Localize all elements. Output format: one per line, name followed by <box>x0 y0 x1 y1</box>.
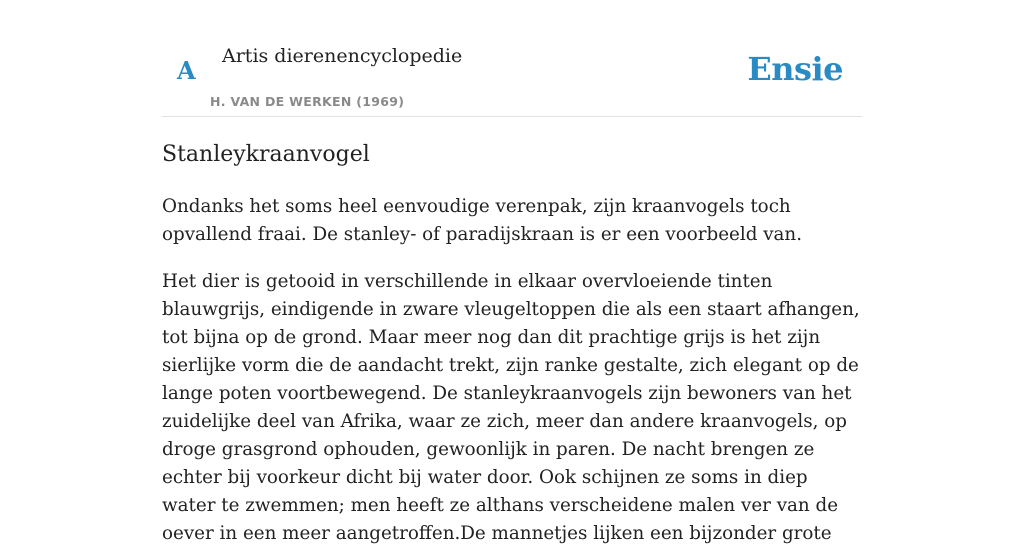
page-header <box>162 0 862 117</box>
book-author: H. VAN DE WERKEN (1969) <box>210 94 405 109</box>
article-paragraph: Ondanks het soms heel eenvoudige verenpak, zijn kraanvogels toch opvallend fraai. De stanley- of paradijskraan is er een voorbeeld van. <box>162 196 803 245</box>
article-paragraph: Het dier is getooid in verschillende in elkaar overvloeiende tinten blauwgrijs, eindigende in zware vleugeltoppen die als een staart afhangen, tot bijna op de grond. Maar meer nog dan dit prachtige grijs is het zijn sierlijke vorm die de aandacht trekt, zijn ranke gestalte, zich elegant op de lange poten voortbewegend. De stanleykraanvogels zijn bewoners van het zuidelijke deel van Afrika, waar ze zich, meer dan andere kraanvogels, op droge grasgrond ophouden, gewoonlijk in paren. De nacht brengen ze echter bij voorkeur dicht bij water door. Ook schijnen ze soms in diep water te zwemmen; men heeft ze althans verscheidene malen ver van de oever in een meer aangetroffen.De mannetjes lijken een bijzonder grote <box>162 271 860 544</box>
ensie-logo[interactable]: Ensie <box>747 50 843 88</box>
article <box>162 140 862 548</box>
letter-index-link[interactable]: A <box>177 56 196 85</box>
article-title: Stanleykraanvogel <box>162 142 370 167</box>
book-title-link[interactable]: Artis dierenencyclopedie <box>222 45 463 67</box>
